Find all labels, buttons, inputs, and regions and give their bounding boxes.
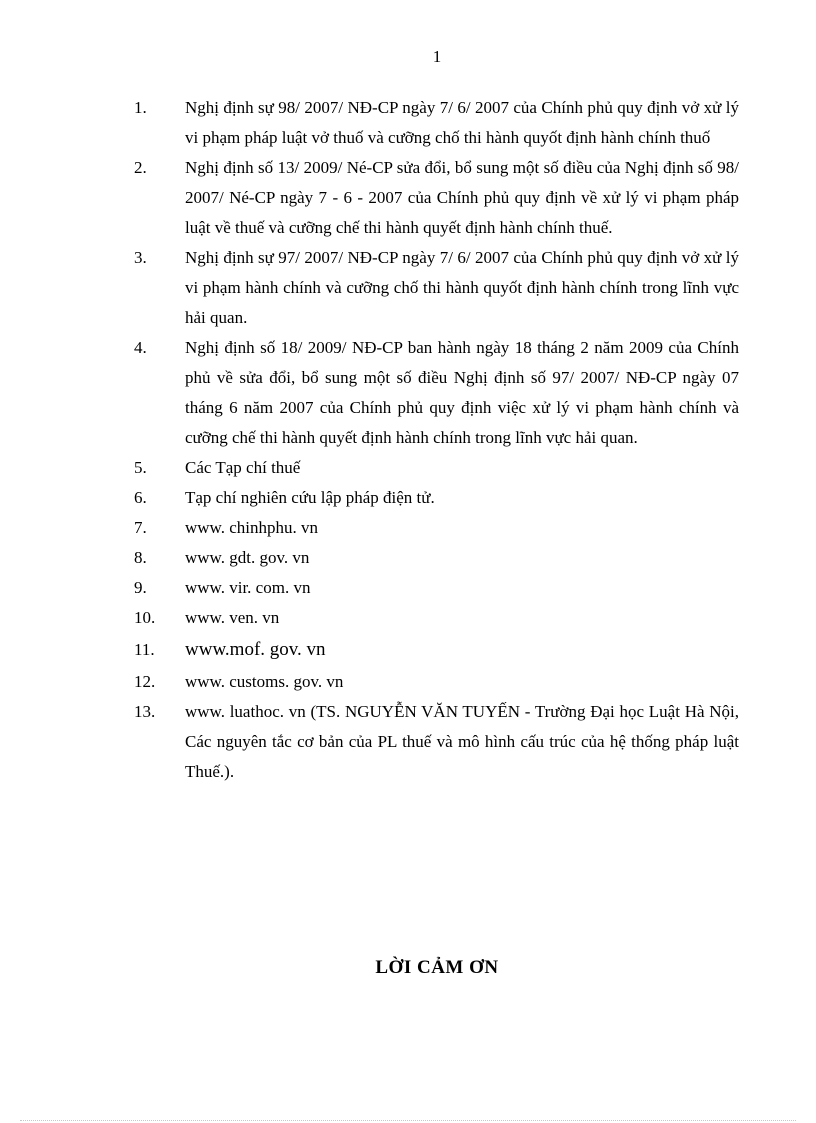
list-item-number: 2.: [134, 158, 147, 177]
list-item-text: www. ven. vn: [185, 608, 280, 627]
list-item: [134, 697, 739, 787]
list-item-text: www. gdt. gov. vn: [185, 548, 310, 567]
list-item-number: 6.: [134, 488, 147, 507]
list-item-text: Nghị định số 18/ 2009/ NĐ-CP ban hành ngày 18 tháng 2 năm 2009 của Chính phủ về sửa đổi, bổ sung một số điều Nghị định số 97/ 2007/ NĐ-CP ngày 07 tháng 6 năm 2007 của Chính phủ quy định việc xử lý vi phạm hành chính và cưỡng chế thi hành quyết định hành chính trong lĩnh vực hải quan.: [185, 338, 739, 447]
list-item-text: Nghị định sự 98/ 2007/ NĐ-CP ngày 7/ 6/ 2007 của Chính phủ quy định vở xử lý vi phạm pháp luật vở thuố và cưỡng chố thi hành quyốt định hành chính thuố: [185, 98, 739, 147]
list-item: [134, 483, 739, 513]
list-item: [134, 633, 739, 667]
section-heading: LỜI CẢM ƠN: [375, 957, 499, 978]
list-item: [134, 453, 739, 483]
list-item-number: 13.: [134, 702, 156, 721]
list-item: [134, 153, 739, 243]
list-item: [134, 243, 739, 333]
page-bottom-divider: [20, 1120, 796, 1121]
list-item: [134, 603, 739, 633]
list-item-text: Tạp chí nghiên cứu lập pháp điện tử.: [185, 488, 435, 507]
list-item-number: 5.: [134, 458, 147, 477]
list-item: [134, 573, 739, 603]
list-item-text: Nghị định số 13/ 2009/ Né-CP sửa đổi, bổ sung một số điều của Nghị định số 98/ 2007/ Né-CP ngày 7 - 6 - 2007 của Chính phủ quy định về xử lý vi phạm pháp luật về thuế và cưỡng chế thi hành quyết định hành chính thuế.: [185, 158, 739, 237]
list-item-number: 3.: [134, 248, 147, 267]
list-item: [134, 93, 739, 153]
list-item-text: www. customs. gov. vn: [185, 672, 344, 691]
list-item-number: 9.: [134, 578, 147, 597]
list-item-number: 4.: [134, 338, 147, 357]
list-item-text: www. luathoc. vn (TS. NGUYỄN VĂN TUYẾN - Trường Đại học Luật Hà Nội, Các nguyên tắc cơ bản của PL thuế và mô hình cấu trúc của hệ thống pháp luật Thuế.).: [185, 702, 739, 781]
list-item-number: 8.: [134, 548, 147, 567]
list-item: [134, 667, 739, 697]
list-item: [134, 333, 739, 453]
list-item-text: www.mof. gov. vn: [185, 639, 326, 660]
reference-list: [134, 93, 739, 787]
list-item-number: 7.: [134, 518, 147, 537]
list-item: [134, 543, 739, 573]
list-item: [134, 513, 739, 543]
list-item-text: www. vir. com. vn: [185, 578, 311, 597]
list-item-text: Nghị định sự 97/ 2007/ NĐ-CP ngày 7/ 6/ 2007 của Chính phủ quy định vở xử lý vi phạm hành chính và cưỡng chố thi hành quyốt định hành chính trong lĩnh vực hải quan.: [185, 248, 739, 327]
list-item-text: www. chinhphu. vn: [185, 518, 318, 537]
list-item-number: 1.: [134, 98, 147, 117]
list-item-text: Các Tạp chí thuế: [185, 458, 301, 477]
list-item-number: 10.: [134, 608, 156, 627]
list-item-number: 11.: [134, 640, 155, 659]
list-item-number: 12.: [134, 672, 156, 691]
page-number: 1: [432, 47, 442, 66]
